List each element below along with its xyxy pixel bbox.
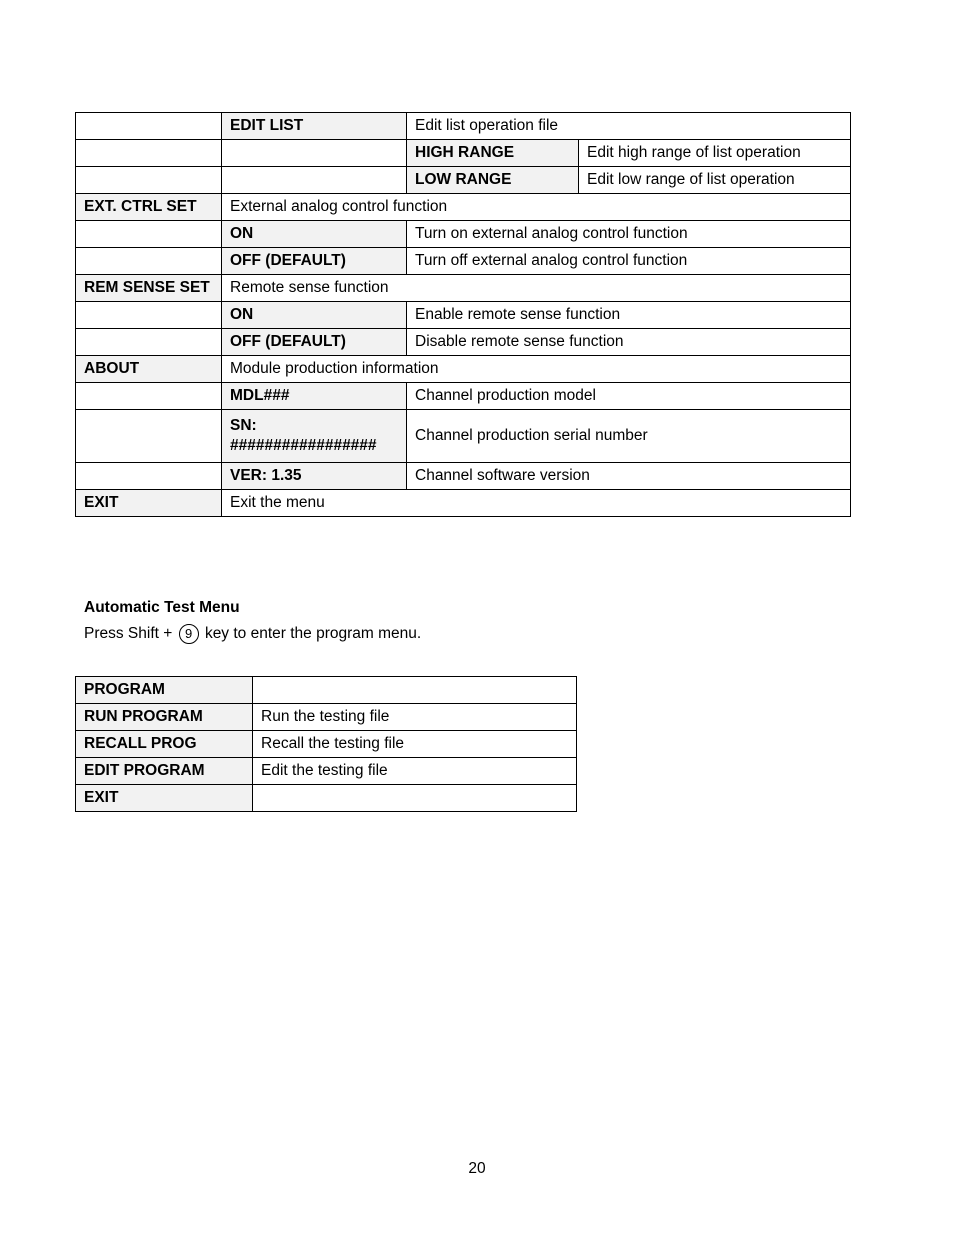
table-cell [222, 140, 407, 167]
table-cell: REM SENSE SET [76, 275, 222, 302]
table-row [76, 410, 851, 463]
table-row [76, 167, 851, 194]
table-row [76, 302, 851, 329]
table-cell [76, 329, 222, 356]
table-row [76, 356, 851, 383]
table-cell: Turn off external analog control function [407, 248, 851, 275]
table-cell [222, 167, 407, 194]
table-cell: External analog control function [222, 194, 851, 221]
table-cell: HIGH RANGE [407, 140, 579, 167]
table-cell: ON [222, 302, 407, 329]
table-cell [76, 248, 222, 275]
serial-label: SN: [230, 417, 257, 434]
table-cell [253, 785, 577, 812]
table-cell: Edit high range of list operation [579, 140, 851, 167]
page-number: 20 [468, 1160, 486, 1177]
table-row [76, 490, 851, 517]
table-cell: ABOUT [76, 356, 222, 383]
table-cell: RUN PROGRAM [76, 704, 253, 731]
table-cell: OFF (DEFAULT) [222, 248, 407, 275]
table-cell: Recall the testing file [253, 731, 577, 758]
key-9-icon: 9 [179, 624, 199, 644]
table-cell [76, 221, 222, 248]
table-row [76, 383, 851, 410]
table-cell: MDL### [222, 383, 407, 410]
table-cell: EXIT [76, 490, 222, 517]
table-cell: Edit low range of list operation [579, 167, 851, 194]
section-title: Automatic Test Menu [84, 599, 240, 616]
table-cell [76, 167, 222, 194]
table-cell: Module production information [222, 356, 851, 383]
table-row [76, 194, 851, 221]
table-cell: LOW RANGE [407, 167, 579, 194]
table-cell: Channel production serial number [407, 410, 851, 463]
table-cell: PROGRAM [76, 677, 253, 704]
serial-value: ################# [230, 437, 377, 454]
table-cell: Remote sense function [222, 275, 851, 302]
table-cell: Edit list operation file [407, 113, 851, 140]
table-cell [222, 410, 407, 463]
table-cell: Enable remote sense function [407, 302, 851, 329]
table-row [76, 329, 851, 356]
instruction-text [84, 624, 421, 644]
table-cell: EDIT LIST [222, 113, 407, 140]
table-cell: Turn on external analog control function [407, 221, 851, 248]
instruction-after: key to enter the program menu. [204, 625, 422, 643]
table-cell: VER: 1.35 [222, 463, 407, 490]
table-cell [76, 302, 222, 329]
table-row [76, 275, 851, 302]
table-cell: EXIT [76, 785, 253, 812]
table-row [76, 731, 577, 758]
table-cell [253, 677, 577, 704]
table-row [76, 677, 577, 704]
table-row [76, 463, 851, 490]
table-row [76, 785, 577, 812]
table-cell [76, 113, 222, 140]
program-menu-table [75, 676, 577, 812]
table-row [76, 113, 851, 140]
table-cell [76, 410, 222, 463]
table-cell [76, 383, 222, 410]
table-cell: Run the testing file [253, 704, 577, 731]
table-cell: Channel software version [407, 463, 851, 490]
table-row [76, 704, 577, 731]
table-cell: EXT. CTRL SET [76, 194, 222, 221]
table-cell: Disable remote sense function [407, 329, 851, 356]
table-row [76, 248, 851, 275]
table-cell: RECALL PROG [76, 731, 253, 758]
table-cell [76, 463, 222, 490]
table-cell: Edit the testing file [253, 758, 577, 785]
table-cell: Exit the menu [222, 490, 851, 517]
table-cell [76, 140, 222, 167]
table-row [76, 758, 577, 785]
table-cell: Channel production model [407, 383, 851, 410]
menu-options-table [75, 112, 851, 517]
instruction-before: Press Shift + [84, 625, 173, 643]
table-cell: ON [222, 221, 407, 248]
table-cell: EDIT PROGRAM [76, 758, 253, 785]
table-cell: OFF (DEFAULT) [222, 329, 407, 356]
table-row [76, 221, 851, 248]
table-row [76, 140, 851, 167]
